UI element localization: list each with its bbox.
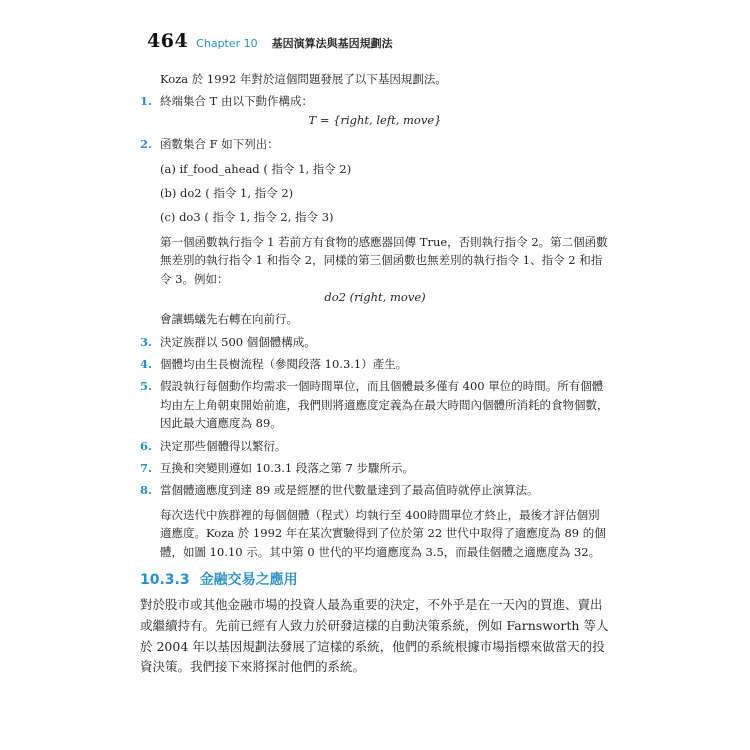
- list-number: 5.: [140, 379, 153, 394]
- section-heading: [140, 569, 610, 591]
- section-paragraph: 對於股市或其他金融市場的投資人最為重要的決定，不外乎是在一天內的買進、賣出或繼續持有。先前已經有人致力於研發這樣的自動決策系統，例如 Farnsworth 等人於 2004 年以基因規劃法發展了這樣的系統，他們的系統根據市場指標來做當天的投資決策。我們接下來將探討他們的系統。: [140, 597, 609, 675]
- list-number: 2.: [140, 137, 153, 152]
- list-item-1: [140, 92, 610, 110]
- summary-paragraph: 每次迭代中族群裡的每個個體（程式）均執行至 400時間單位才終止，最後才評估個別適應度。Koza 於 1992 年在某次實驗得到了位於第 22 世代中取得了適應度為 89 的個體，如圖 10.10 示。其中第 0 世代的平均適應度為 3.5，而最佳個體之適應度為 32。: [160, 507, 606, 559]
- function-c: (c) do3 ( 指令 1, 指令 2, 指令 3): [160, 210, 334, 225]
- page-content: [140, 70, 610, 678]
- list-text: 個體均由生長樹流程（參閱段落 10.3.1）產生。: [160, 357, 408, 372]
- list-item-2: [140, 135, 610, 153]
- section-number: 10.3.3: [140, 571, 190, 588]
- list-number: 1.: [140, 94, 153, 109]
- list-number: 8.: [140, 483, 153, 498]
- list-text: 決定族群以 500 個個體構成。: [160, 334, 316, 349]
- list-number: 3.: [140, 334, 153, 349]
- list-item-5: [140, 377, 610, 432]
- list-text: 互換和突變則遵如 10.3.1 段落之第 7 步驟所示。: [160, 461, 415, 476]
- terminal-set-formula: T = {right, left, move}: [308, 112, 442, 127]
- list-number: 6.: [140, 438, 153, 453]
- page-number: 464: [147, 30, 189, 52]
- list-item-3: [140, 333, 610, 351]
- list-text: 決定那些個體得以繁衍。: [160, 438, 287, 453]
- function-a: (a) if_food_ahead ( 指令 1, 指令 2): [160, 161, 352, 176]
- list-item-8: [140, 481, 610, 499]
- list-text: 當個體適應度到達 89 或是經歷的世代數量達到了最高值時就停止演算法。: [160, 483, 539, 498]
- intro-paragraph: Koza 於 1992 年對於這個問題發展了以下基因規劃法。: [160, 72, 447, 86]
- list-text: 終端集合 T 由以下動作構成：: [160, 94, 313, 109]
- list-number: 7.: [140, 461, 153, 476]
- function-explanation: 第一個函數執行指令 1 若前方有食物的感應器回傳 True，否則執行指令 2。第二個函數無差別的執行指令 1 和指令 2，同樣的第三個函數也無差別的執行指令 1、指令 2 和指令 3。例如：: [160, 234, 608, 286]
- page-header: [147, 30, 393, 52]
- list-number: 4.: [140, 357, 153, 372]
- chapter-label: Chapter 10: [196, 37, 258, 50]
- function-b: (b) do2 ( 指令 1, 指令 2): [160, 185, 294, 200]
- list-item-6: [140, 437, 610, 455]
- list-item-7: [140, 459, 610, 477]
- list-item-4: [140, 355, 610, 373]
- list-text: 函數集合 F 如下列出：: [160, 137, 279, 152]
- section-title: 金融交易之應用: [199, 571, 298, 588]
- chapter-title: 基因演算法與基因規劃法: [271, 37, 393, 50]
- list-text: 假設執行每個動作均需求一個時間單位，而且個體最多僅有 400 單位的時間。所有個體均由左上角朝東開始前進，我們則將適應度定義為在最大時間內個體所消耗的食物個數，因此最大適應度為 89。: [160, 379, 609, 431]
- example-formula: do2 (right, move): [324, 289, 426, 304]
- example-note: 會讓螞蟻先右轉在向前行。: [160, 312, 298, 327]
